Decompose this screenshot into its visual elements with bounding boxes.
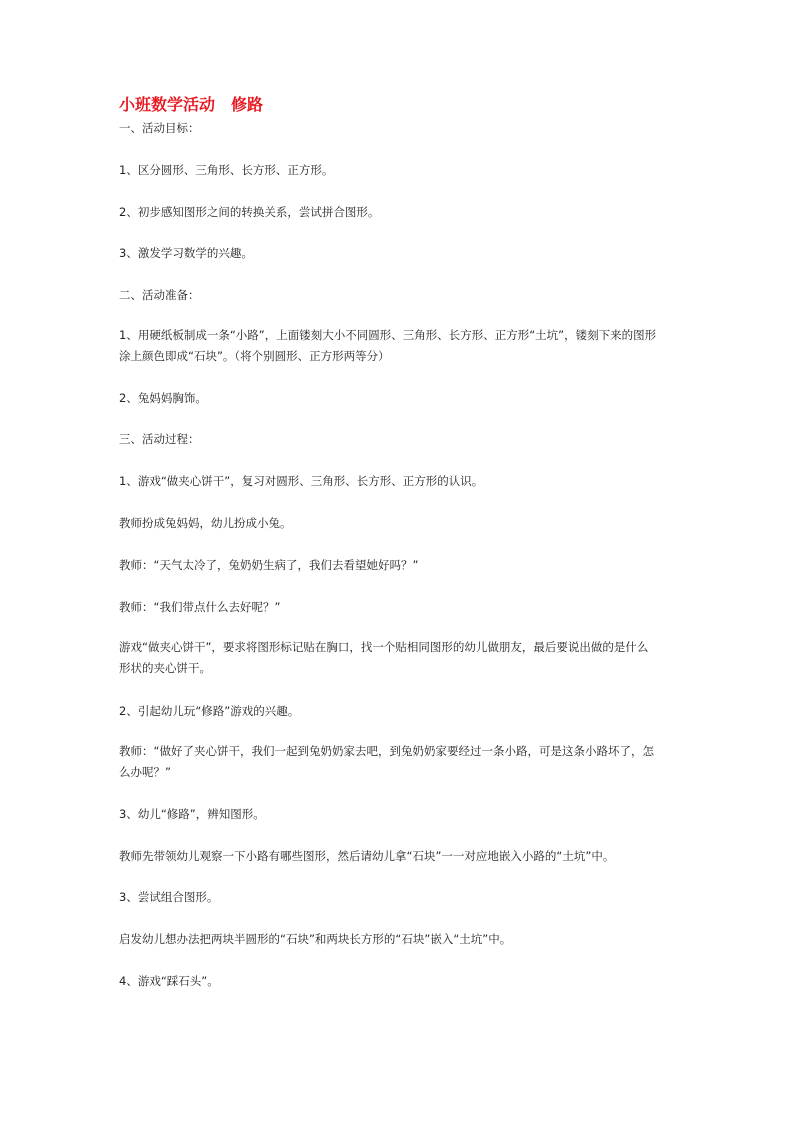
- process-step-1: 1、游戏“做夹心饼干”，复习对圆形、三角形、长方形、正方形的认识。: [119, 474, 484, 488]
- text-paragraph: 教师扮成兔妈妈，幼儿扮成小兔。: [119, 516, 292, 530]
- goal-item-3: 3、激发学习数学的兴趣。: [119, 246, 253, 260]
- teacher-dialogue: 教师：“我们带点什么去好呢？”: [119, 600, 281, 614]
- process-step-2: 2、引起幼儿玩“修路”游戏的兴趣。: [119, 704, 300, 718]
- process-step-3: 3、幼儿“修路”，辨知图形。: [119, 807, 265, 821]
- goal-item-2: 2、初步感知图形之间的转换关系，尝试拼合图形。: [119, 205, 380, 219]
- game-description: [119, 637, 679, 679]
- text-line: 涂上颜色即成“石块”。（将个别圆形、正方形两等分）: [119, 349, 390, 363]
- preparation-item-1: [119, 325, 679, 367]
- section-heading-process: 三、活动过程：: [119, 432, 200, 446]
- text-line: 么办呢？”: [119, 765, 171, 779]
- process-step-3b: 3、尝试组合图形。: [119, 890, 219, 904]
- preparation-item-2: 2、兔妈妈胸饰。: [119, 391, 207, 405]
- text-line: 教师：“做好了夹心饼干，我们一起到兔奶奶家去吧，到兔奶奶家要经过一条小路，可是这条小路坏了，怎: [119, 744, 654, 758]
- text-paragraph: 启发幼儿想办法把两块半圆形的“石块”和两块长方形的“石块”嵌入“土坑”中。: [119, 932, 512, 946]
- document-title: 小班数学活动 修路: [119, 95, 264, 114]
- section-heading-goals: 一、活动目标：: [119, 121, 200, 135]
- teacher-dialogue-long: [119, 741, 679, 783]
- goal-item-1: 1、区分圆形、三角形、长方形、正方形。: [119, 163, 334, 177]
- text-paragraph: 教师先带领幼儿观察一下小路有哪些图形，然后请幼儿拿“石块”一一对应地嵌入小路的“土坑”中。: [119, 849, 615, 863]
- teacher-dialogue: 教师：“天气太冷了，兔奶奶生病了，我们去看望她好吗？”: [119, 558, 419, 572]
- text-line: 游戏“做夹心饼干”，要求将图形标记贴在胸口，找一个贴相同图形的幼儿做朋友，最后要说出做的是什么: [119, 640, 649, 654]
- process-step-4: 4、游戏“踩石头”。: [119, 974, 219, 988]
- section-heading-preparation: 二、活动准备：: [119, 288, 200, 302]
- text-line: 1、用硬纸板制成一条“小路”，上面镂刻大小不同圆形、三角形、长方形、正方形“土坑”，镂刻下来的图形: [119, 328, 657, 342]
- text-line: 形状的夹心饼干。: [119, 661, 211, 675]
